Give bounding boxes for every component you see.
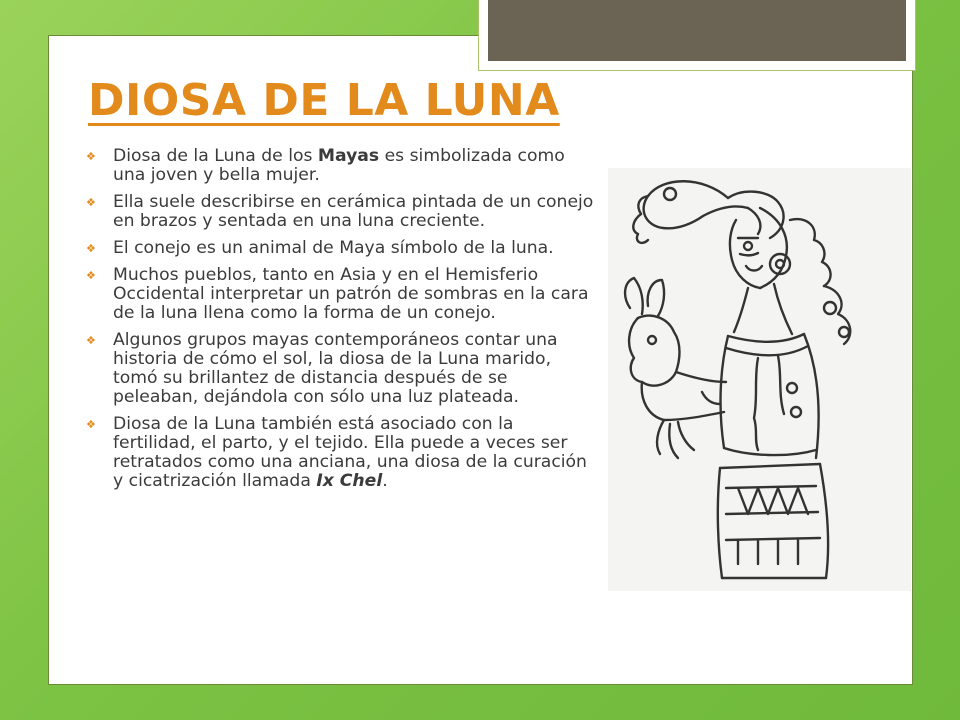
header-tab-fill — [488, 0, 906, 61]
bullet-item — [84, 331, 594, 407]
slide-title: DIOSA DE LA LUNA — [88, 75, 560, 126]
moon-goddess-illustration — [608, 168, 911, 591]
bullet-emphasis: Ix Chel — [316, 471, 383, 491]
bullet-text: es simbolizada como una joven y bella mujer. — [113, 146, 565, 185]
bullet-text: Muchos pueblos, tanto en Asia y en el Hemisferio Occidental interpretar un patrón de sombras en la cara de la luna llena como la forma de un conejo. — [113, 265, 589, 323]
ornate-bullet-icon: ❖ — [86, 418, 96, 431]
bullet-text: Diosa de la Luna de los — [113, 146, 318, 166]
bullet-item — [84, 193, 594, 231]
moon-goddess-drawing — [608, 168, 911, 591]
bullet-text: El conejo es un animal de Maya símbolo de la luna. — [113, 238, 554, 258]
bullet-text: Diosa de la Luna también está asociado con la fertilidad, el parto, y el tejido. Ella puede a veces ser retratados como una anciana, una diosa de la curación y cicatrización llamada — [113, 414, 587, 491]
ornate-bullet-icon: ❖ — [86, 334, 96, 347]
bullet-text: Ella suele describirse en cerámica pintada de un conejo en brazos y sentada en una luna creciente. — [113, 192, 594, 231]
bullet-item — [84, 266, 594, 323]
ornate-bullet-icon: ❖ — [86, 150, 96, 163]
bullet-item — [84, 239, 594, 258]
ornate-bullet-icon: ❖ — [86, 196, 96, 209]
bullet-emphasis: Mayas — [317, 146, 380, 166]
header-tab-decoration — [478, 0, 916, 71]
bullet-item — [84, 147, 594, 185]
ornate-bullet-icon: ❖ — [86, 242, 96, 255]
bullet-text: Algunos grupos mayas contemporáneos contar una historia de cómo el sol, la diosa de la Luna marido, tomó su brillantez de distancia después de se peleaban, dejándola con sólo una luz plateada. — [113, 330, 558, 407]
bullet-text: . — [382, 471, 388, 491]
ornate-bullet-icon: ❖ — [86, 269, 96, 282]
bullet-list — [84, 147, 594, 499]
bullet-item — [84, 415, 594, 491]
